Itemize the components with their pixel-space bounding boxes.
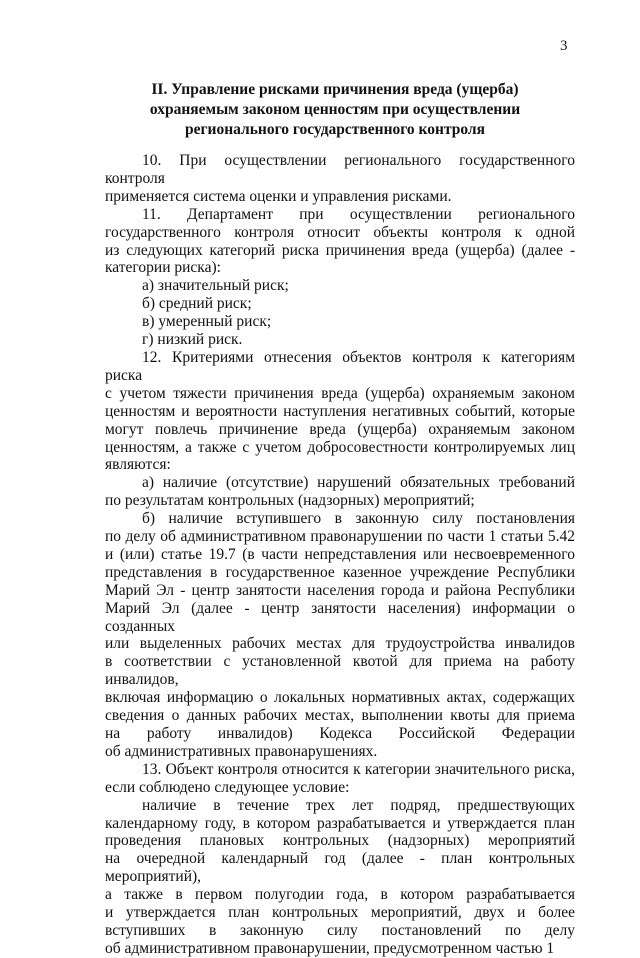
heading-line: охраняемым законом ценностям при осуществлении xyxy=(149,101,521,118)
document-body xyxy=(105,152,575,958)
text-line: Марий Эл (далее - центр занятости населения) информации о созданных xyxy=(105,599,575,635)
text-line: применяется система оценки и управления рисками. xyxy=(105,187,452,205)
section-heading xyxy=(100,80,570,140)
text-line: могут повлечь причинение вреда (ущерба) охраняемым законом xyxy=(105,420,575,438)
list-item xyxy=(105,277,575,295)
text-line: об административных правонарушениях. xyxy=(105,742,378,760)
heading-line: регионального государственного контроля xyxy=(184,121,486,138)
text-line: проведения плановых контрольных (надзорных) мероприятий xyxy=(105,832,575,850)
text-line: ценностям и вероятности наступления негативных событий, которые xyxy=(105,402,575,420)
text-line: категории риска): xyxy=(105,259,221,277)
text-line: 12. Критериями отнесения объектов контроля к категориям риска xyxy=(105,348,575,384)
list-item xyxy=(105,295,575,313)
paragraph xyxy=(105,152,575,206)
text-line: сведения о данных рабочих местах, выполнении квоты для приема xyxy=(105,707,575,725)
text-line: ценностям, а также с учетом добросовестности контролируемых лиц xyxy=(105,438,575,456)
paragraph xyxy=(105,797,575,958)
paragraph xyxy=(105,510,575,761)
text-line: б) средний риск; xyxy=(142,295,252,313)
text-line: являются: xyxy=(105,456,171,474)
text-line: 13. Объект контроля относится к категории значительного риска, xyxy=(142,760,575,778)
text-line: и (или) статье 19.7 (в части непредставления или несвоевременного xyxy=(105,545,575,563)
text-line: г) низкий риск. xyxy=(142,331,243,349)
text-line: календарному году, в котором разрабатывается и утверждается план xyxy=(105,814,575,832)
paragraph xyxy=(105,349,575,474)
text-line: а также в первом полугодии года, в котором разрабатывается xyxy=(105,886,575,904)
paragraph xyxy=(105,474,575,510)
paragraph xyxy=(105,206,575,278)
text-line: 10. При осуществлении регионального государственного контроля xyxy=(105,152,575,187)
text-line: об административном правонарушении, предусмотренном частью 1 xyxy=(105,939,555,957)
text-line: Марий Эл - центр занятости населения города и района Республики xyxy=(105,581,575,599)
text-line: включая информацию о локальных нормативных актах, содержащих xyxy=(105,689,575,707)
text-line: а) значительный риск; xyxy=(142,277,289,295)
text-line: по результатам контрольных (надзорных) мероприятий; xyxy=(105,492,475,510)
text-line: 11. Департамент при осуществлении регионального xyxy=(142,205,575,223)
text-line: наличие в течение трех лет подряд, предшествующих xyxy=(142,796,575,814)
list-item xyxy=(105,313,575,331)
heading-line: II. Управление рисками причинения вреда (ущерба) xyxy=(151,81,519,98)
text-line: представления в государственное казенное учреждение Республики xyxy=(105,563,575,581)
page-number: 3 xyxy=(560,38,568,54)
text-line: если соблюдено следующее условие: xyxy=(105,778,350,796)
list-item xyxy=(105,331,575,349)
text-line: на работу инвалидов) Кодекса Российской Федерации xyxy=(105,725,575,742)
text-line: вступивших в законную силу постановлений по делу xyxy=(105,921,575,939)
text-line: в) умеренный риск; xyxy=(142,313,272,331)
text-line: на очередной календарный год (далее - план контрольных мероприятий), xyxy=(105,850,575,886)
paragraph xyxy=(105,761,575,797)
text-line: или выделенных рабочих местах для трудоустройства инвалидов xyxy=(105,635,575,653)
text-line: государственного контроля относит объекты контроля к одной xyxy=(105,223,575,241)
text-line: в соответствии с установленной квотой для приема на работу инвалидов, xyxy=(105,653,575,689)
text-line: по делу об административном правонарушении по части 1 статьи 5.42 xyxy=(105,528,575,546)
text-line: из следующих категорий риска причинения вреда (ущерба) (далее - xyxy=(105,241,575,259)
text-line: б) наличие вступившего в законную силу постановления xyxy=(142,510,575,528)
text-line: с учетом тяжести причинения вреда (ущерба) охраняемым законом xyxy=(105,384,575,402)
text-line: и утверждается план контрольных мероприятий, двух и более xyxy=(105,904,575,922)
text-line: а) наличие (отсутствие) нарушений обязательных требований xyxy=(142,474,575,492)
